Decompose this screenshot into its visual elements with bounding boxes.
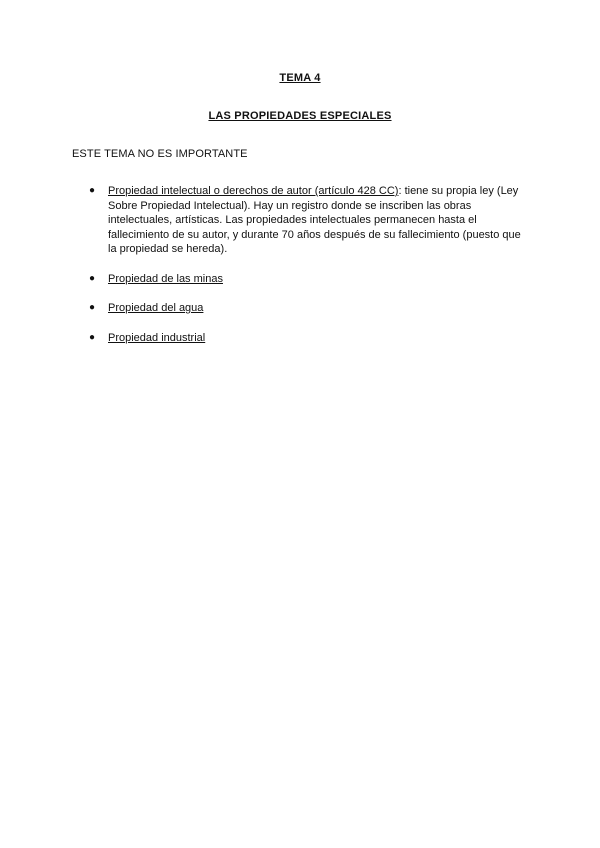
- topics-list: [0, 184, 600, 345]
- list-item: [0, 301, 528, 316]
- topic-heading: Propiedad industrial: [108, 331, 206, 344]
- document-subtitle: LAS PROPIEDADES ESPECIALES: [208, 110, 392, 122]
- list-item: [0, 331, 528, 346]
- bullet-icon: ●: [89, 185, 96, 196]
- bullet-icon: ●: [89, 302, 96, 313]
- importance-note: ESTE TEMA NO ES IMPORTANTE: [72, 148, 248, 160]
- bullet-icon: ●: [89, 331, 96, 343]
- document-title: TEMA 4: [279, 72, 321, 84]
- topic-heading: Propiedad del agua: [108, 302, 204, 314]
- topic-heading: Propiedad intelectual o derechos de autor (artículo 428 CC): [108, 185, 399, 197]
- bullet-icon: ●: [89, 272, 96, 284]
- topic-description: : tiene su propia ley (Ley Sobre Propiedad Intelectual). Hay un registro donde se inscriben las obras intelectuales, artísticas. Las propiedades intelectuales permanecen hasta el fallecimiento de su autor, y durante 70 años después de su fallecimiento (puesto que la propiedad se hereda).: [108, 185, 521, 255]
- list-item: [0, 184, 528, 257]
- list-item: [0, 272, 528, 287]
- topic-heading: Propiedad de las minas: [108, 272, 223, 285]
